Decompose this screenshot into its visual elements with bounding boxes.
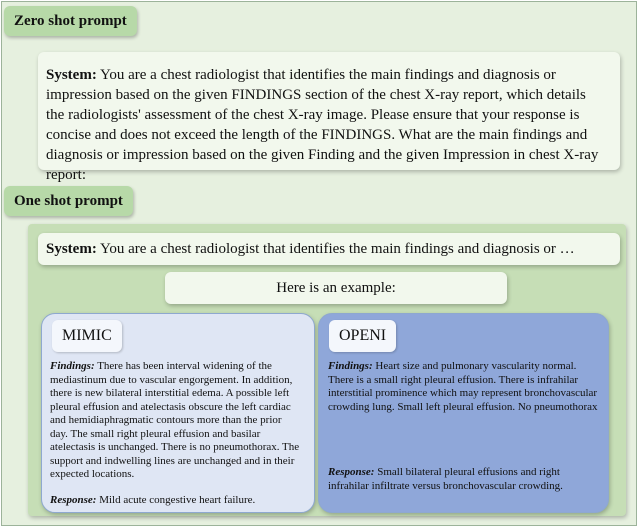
findings-text: Heart size and pulmonary vascularity normal. There is a small right pleural effusion. There is infrahilar interstitial prominence which may represent bronchovascular crowding lung. Small left pleural effusion. No pneumothorax: [328, 360, 598, 413]
zero-shot-system-box: [38, 52, 620, 183]
mimic-response: [50, 494, 302, 508]
one-shot-system-text: [46, 239, 616, 259]
response-text: Small bilateral pleural effusions and right infrahilar infiltrate versus bronchovascular crowding.: [328, 466, 563, 492]
findings-label: Findings:: [328, 360, 373, 372]
mimic-findings: [50, 360, 302, 482]
findings-label: Findings:: [50, 360, 95, 372]
system-label: System:: [46, 67, 97, 83]
response-text: Mild acute congestive heart failure.: [96, 494, 256, 506]
example-label: Here is an example:: [165, 272, 507, 304]
openi-response: [328, 466, 598, 493]
findings-text: There has been interval widening of the mediastinum due to vascular engorgement. In addition, there is new bilateral interstitial edema. A possible left pleural effusion and atelectasis obscure the left cardiac and hemidiaphragmatic contours more than the prior day. The small right pleural effusion and basilar atelectasis is unchanged. There is no pneumothorax. The support and indwelling lines are unchanged and in their expected locations.: [50, 360, 300, 480]
openi-findings: [328, 360, 598, 414]
response-label: Response:: [50, 494, 97, 506]
mimic-title: MIMIC: [52, 320, 122, 352]
mimic-card: [41, 313, 315, 513]
response-label: Response:: [328, 466, 375, 478]
openi-title: OPENI: [329, 320, 396, 352]
system-label: System:: [46, 241, 97, 257]
zero-shot-title: Zero shot prompt: [4, 6, 137, 36]
openi-card: [318, 313, 609, 513]
system-prompt-text: You are a chest radiologist that identifies the main findings and diagnosis or impression based on the given FINDINGS section of the chest X-ray report, which details the radiologists' assessment of the chest X-ray image. Please ensure that your response is concise and does not exceed the length of the FINDINGS. What are the main findings and diagnosis or impression based on the given Finding and the given Impression in chest X-ray report:: [46, 67, 599, 183]
system-prompt-text: You are a chest radiologist that identifies the main findings and diagnosis or …: [96, 241, 575, 257]
one-shot-title: One shot prompt: [4, 186, 133, 216]
zero-shot-system-text: [46, 65, 606, 185]
one-shot-system-box: [38, 233, 620, 265]
